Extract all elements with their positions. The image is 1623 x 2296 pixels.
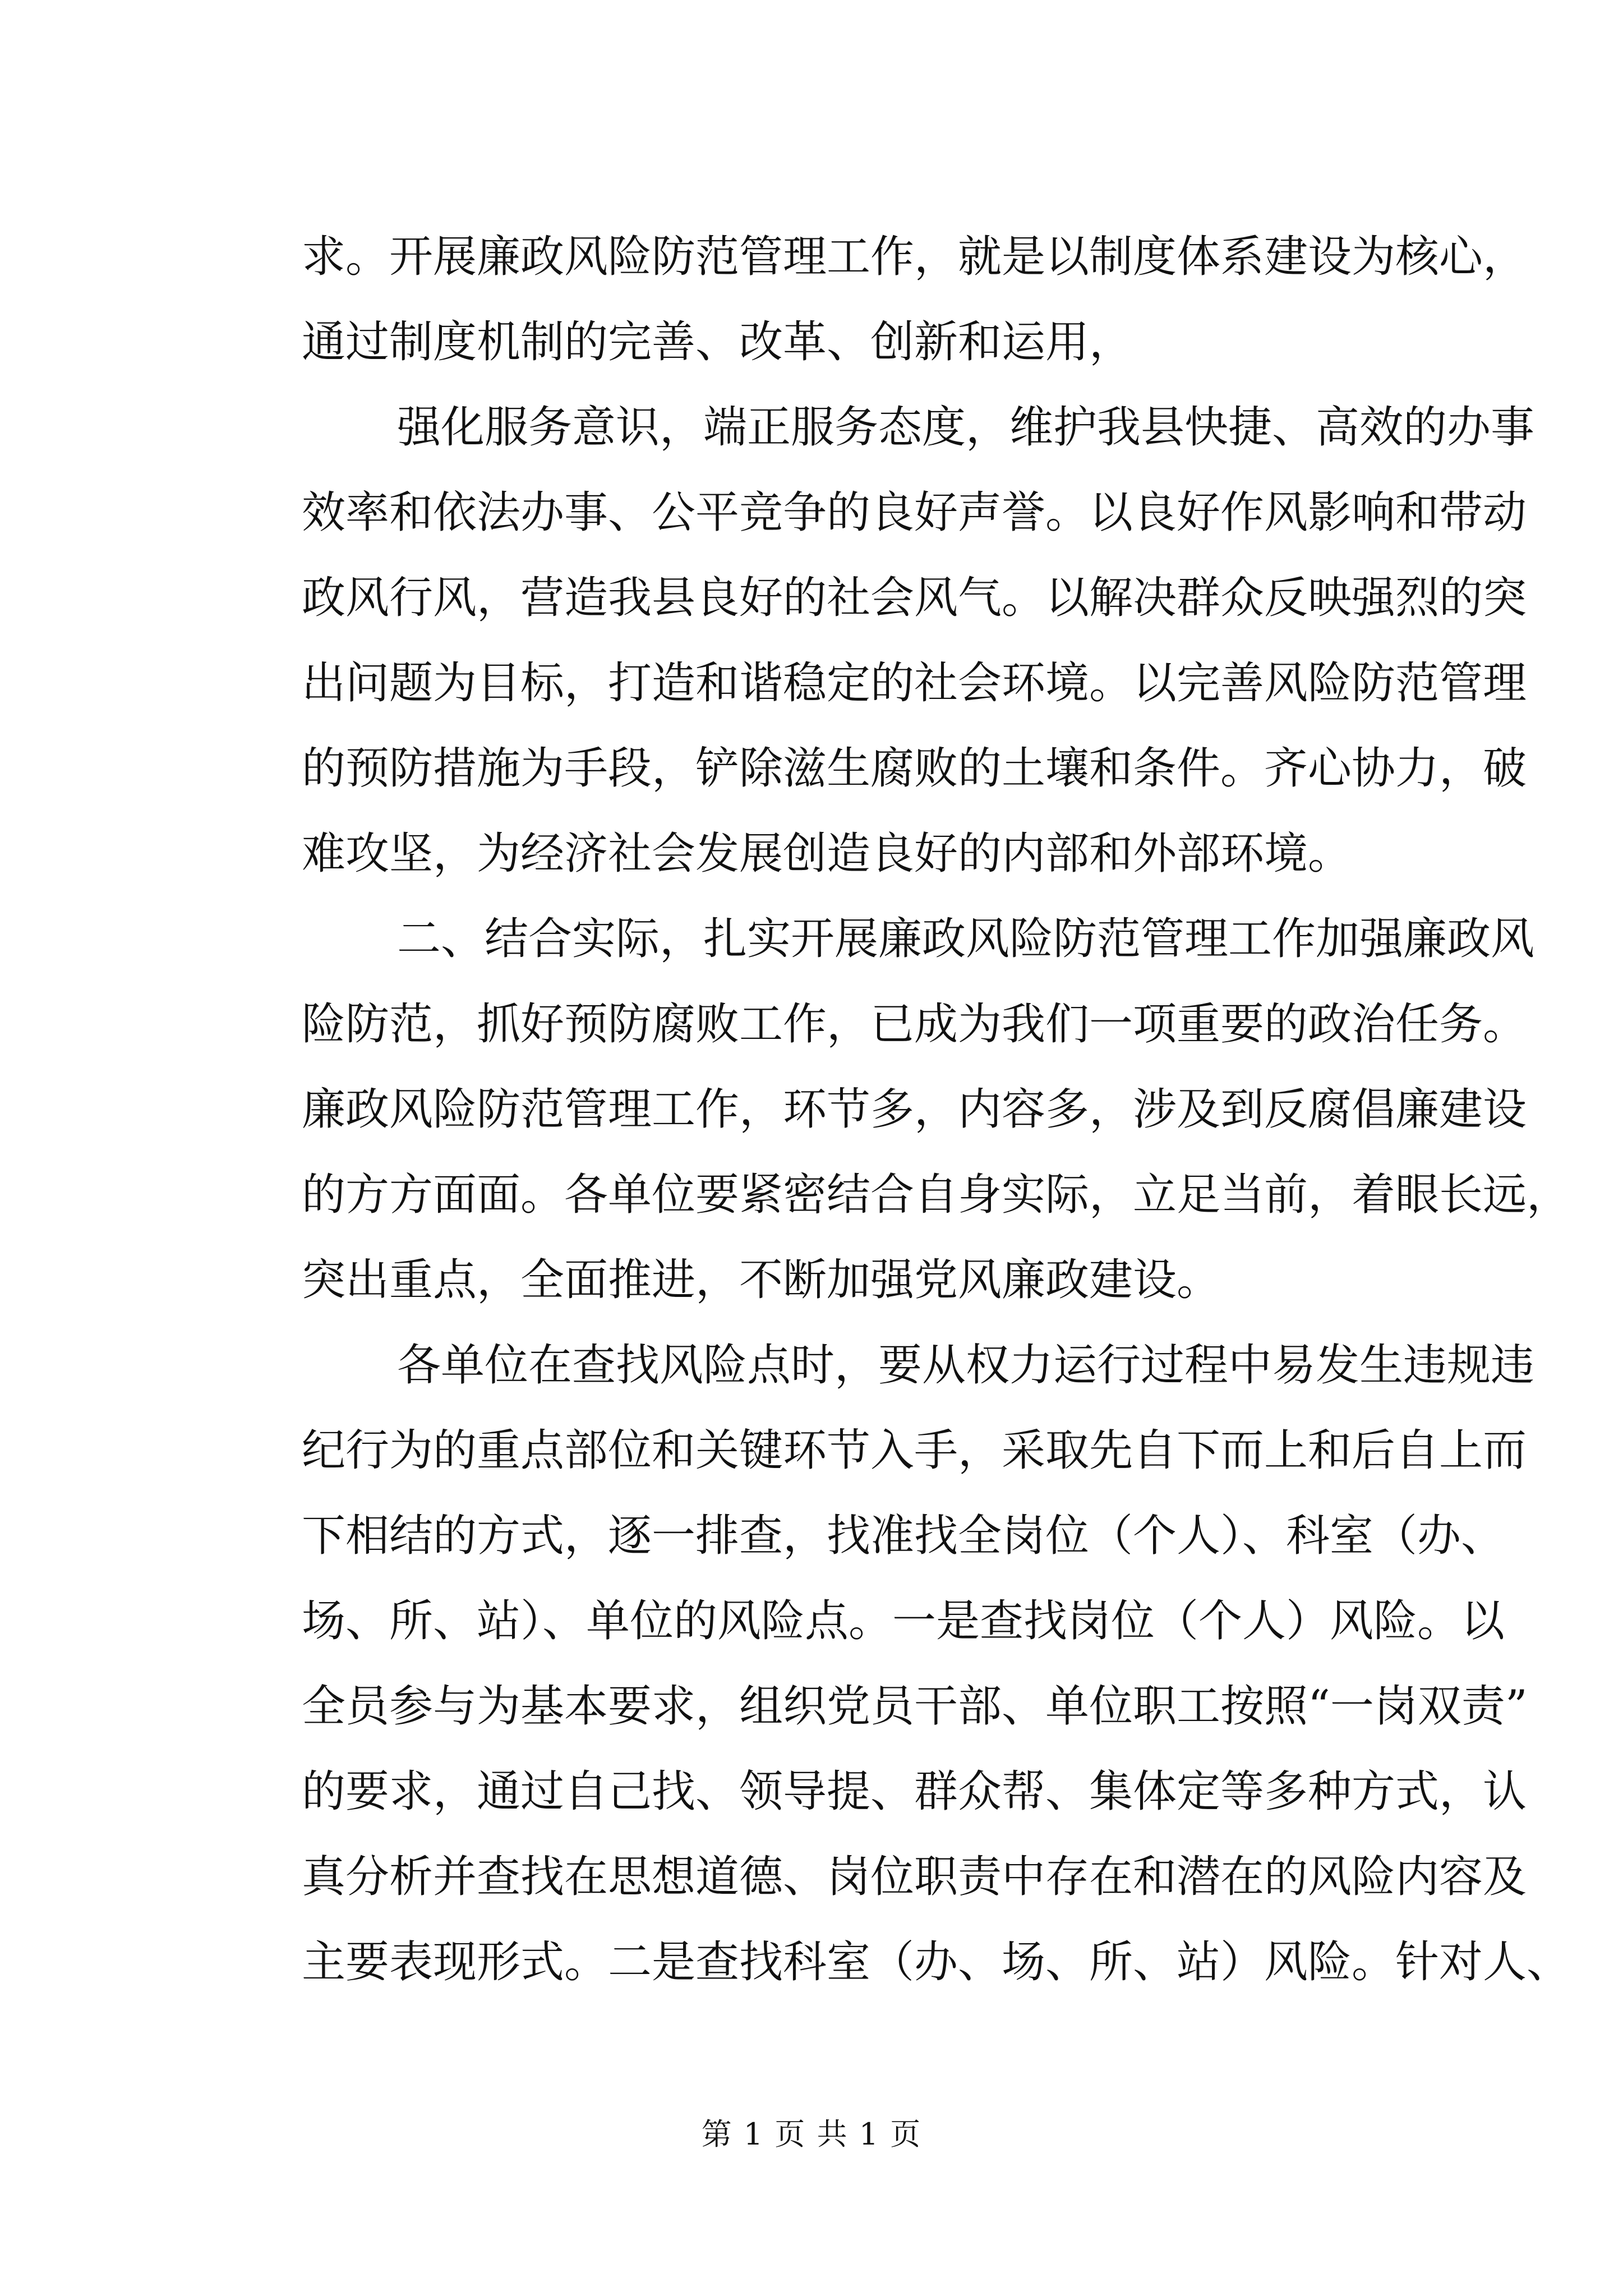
paragraph-2-line-2: 效率和依法办事、公平竞争的良好声誉。以良好作风影响和带动 bbox=[302, 487, 1527, 538]
paragraph-3-line-1: 二、结合实际，扎实开展廉政风险防范管理工作加强廉政风 bbox=[397, 914, 1535, 964]
paragraph-2-line-3: 政风行风，营造我县良好的社会风气。以解决群众反映强烈的突 bbox=[302, 573, 1527, 623]
paragraph-4-line-6: 的要求，通过自己找、领导提、群众帮、集体定等多种方式，认 bbox=[302, 1766, 1527, 1817]
paragraph-2-line-5: 的预防措施为手段，铲除滋生腐败的土壤和条件。齐心协力，破 bbox=[302, 743, 1527, 794]
paragraph-2-line-1: 强化服务意识，端正服务态度，维护我县快捷、高效的办事 bbox=[397, 402, 1535, 453]
paragraph-1-line-2: 通过制度机制的完善、改革、创新和运用， bbox=[302, 317, 1133, 367]
paragraph-1-line-1: 求。开展廉政风险防范管理工作，就是以制度体系建设为核心， bbox=[302, 232, 1527, 282]
paragraph-4-line-8: 主要表现形式。二是查找科室（办、场、所、站）风险。针对人、 bbox=[302, 1937, 1571, 1987]
paragraph-4-line-4: 场、所、站）、单位的风险点。一是查找岗位（个人）风险。以 bbox=[302, 1596, 1505, 1646]
paragraph-3-line-4: 的方方面面。各单位要紧密结合自身实际，立足当前，着眼长远， bbox=[302, 1170, 1571, 1220]
document-body bbox=[302, 214, 1571, 2005]
paragraph-4-line-3: 下相结的方式，逐一排查，找准找全岗位（个人）、科室（办、 bbox=[302, 1511, 1505, 1561]
paragraph-3-line-2: 险防范，抓好预防腐败工作，已成为我们一项重要的政治任务。 bbox=[302, 999, 1527, 1050]
page-footer: 第 1 页 共 1 页 bbox=[701, 2116, 922, 2152]
paragraph-4-line-2: 纪行为的重点部位和关键环节入手，采取先自下而上和后自上而 bbox=[302, 1425, 1527, 1476]
paragraph-3-line-5: 突出重点，全面推进，不断加强党风廉政建设。 bbox=[302, 1255, 1221, 1305]
paragraph-4-line-1: 各单位在查找风险点时，要从权力运行过程中易发生违规违 bbox=[397, 1340, 1535, 1391]
paragraph-4-line-5: 全员参与为基本要求，组织党员干部、单位职工按照“一岗双责” bbox=[302, 1681, 1528, 1732]
paragraph-3-line-3: 廉政风险防范管理工作，环节多，内容多，涉及到反腐倡廉建设 bbox=[302, 1084, 1527, 1135]
paragraph-4-line-7: 真分析并查找在思想道德、岗位职责中存在和潜在的风险内容及 bbox=[302, 1852, 1527, 1902]
paragraph-2-line-4: 出问题为目标，打造和谐稳定的社会环境。以完善风险防范管理 bbox=[302, 658, 1527, 708]
paragraph-2-line-6: 难攻坚，为经济社会发展创造良好的内部和外部环境。 bbox=[302, 829, 1352, 879]
